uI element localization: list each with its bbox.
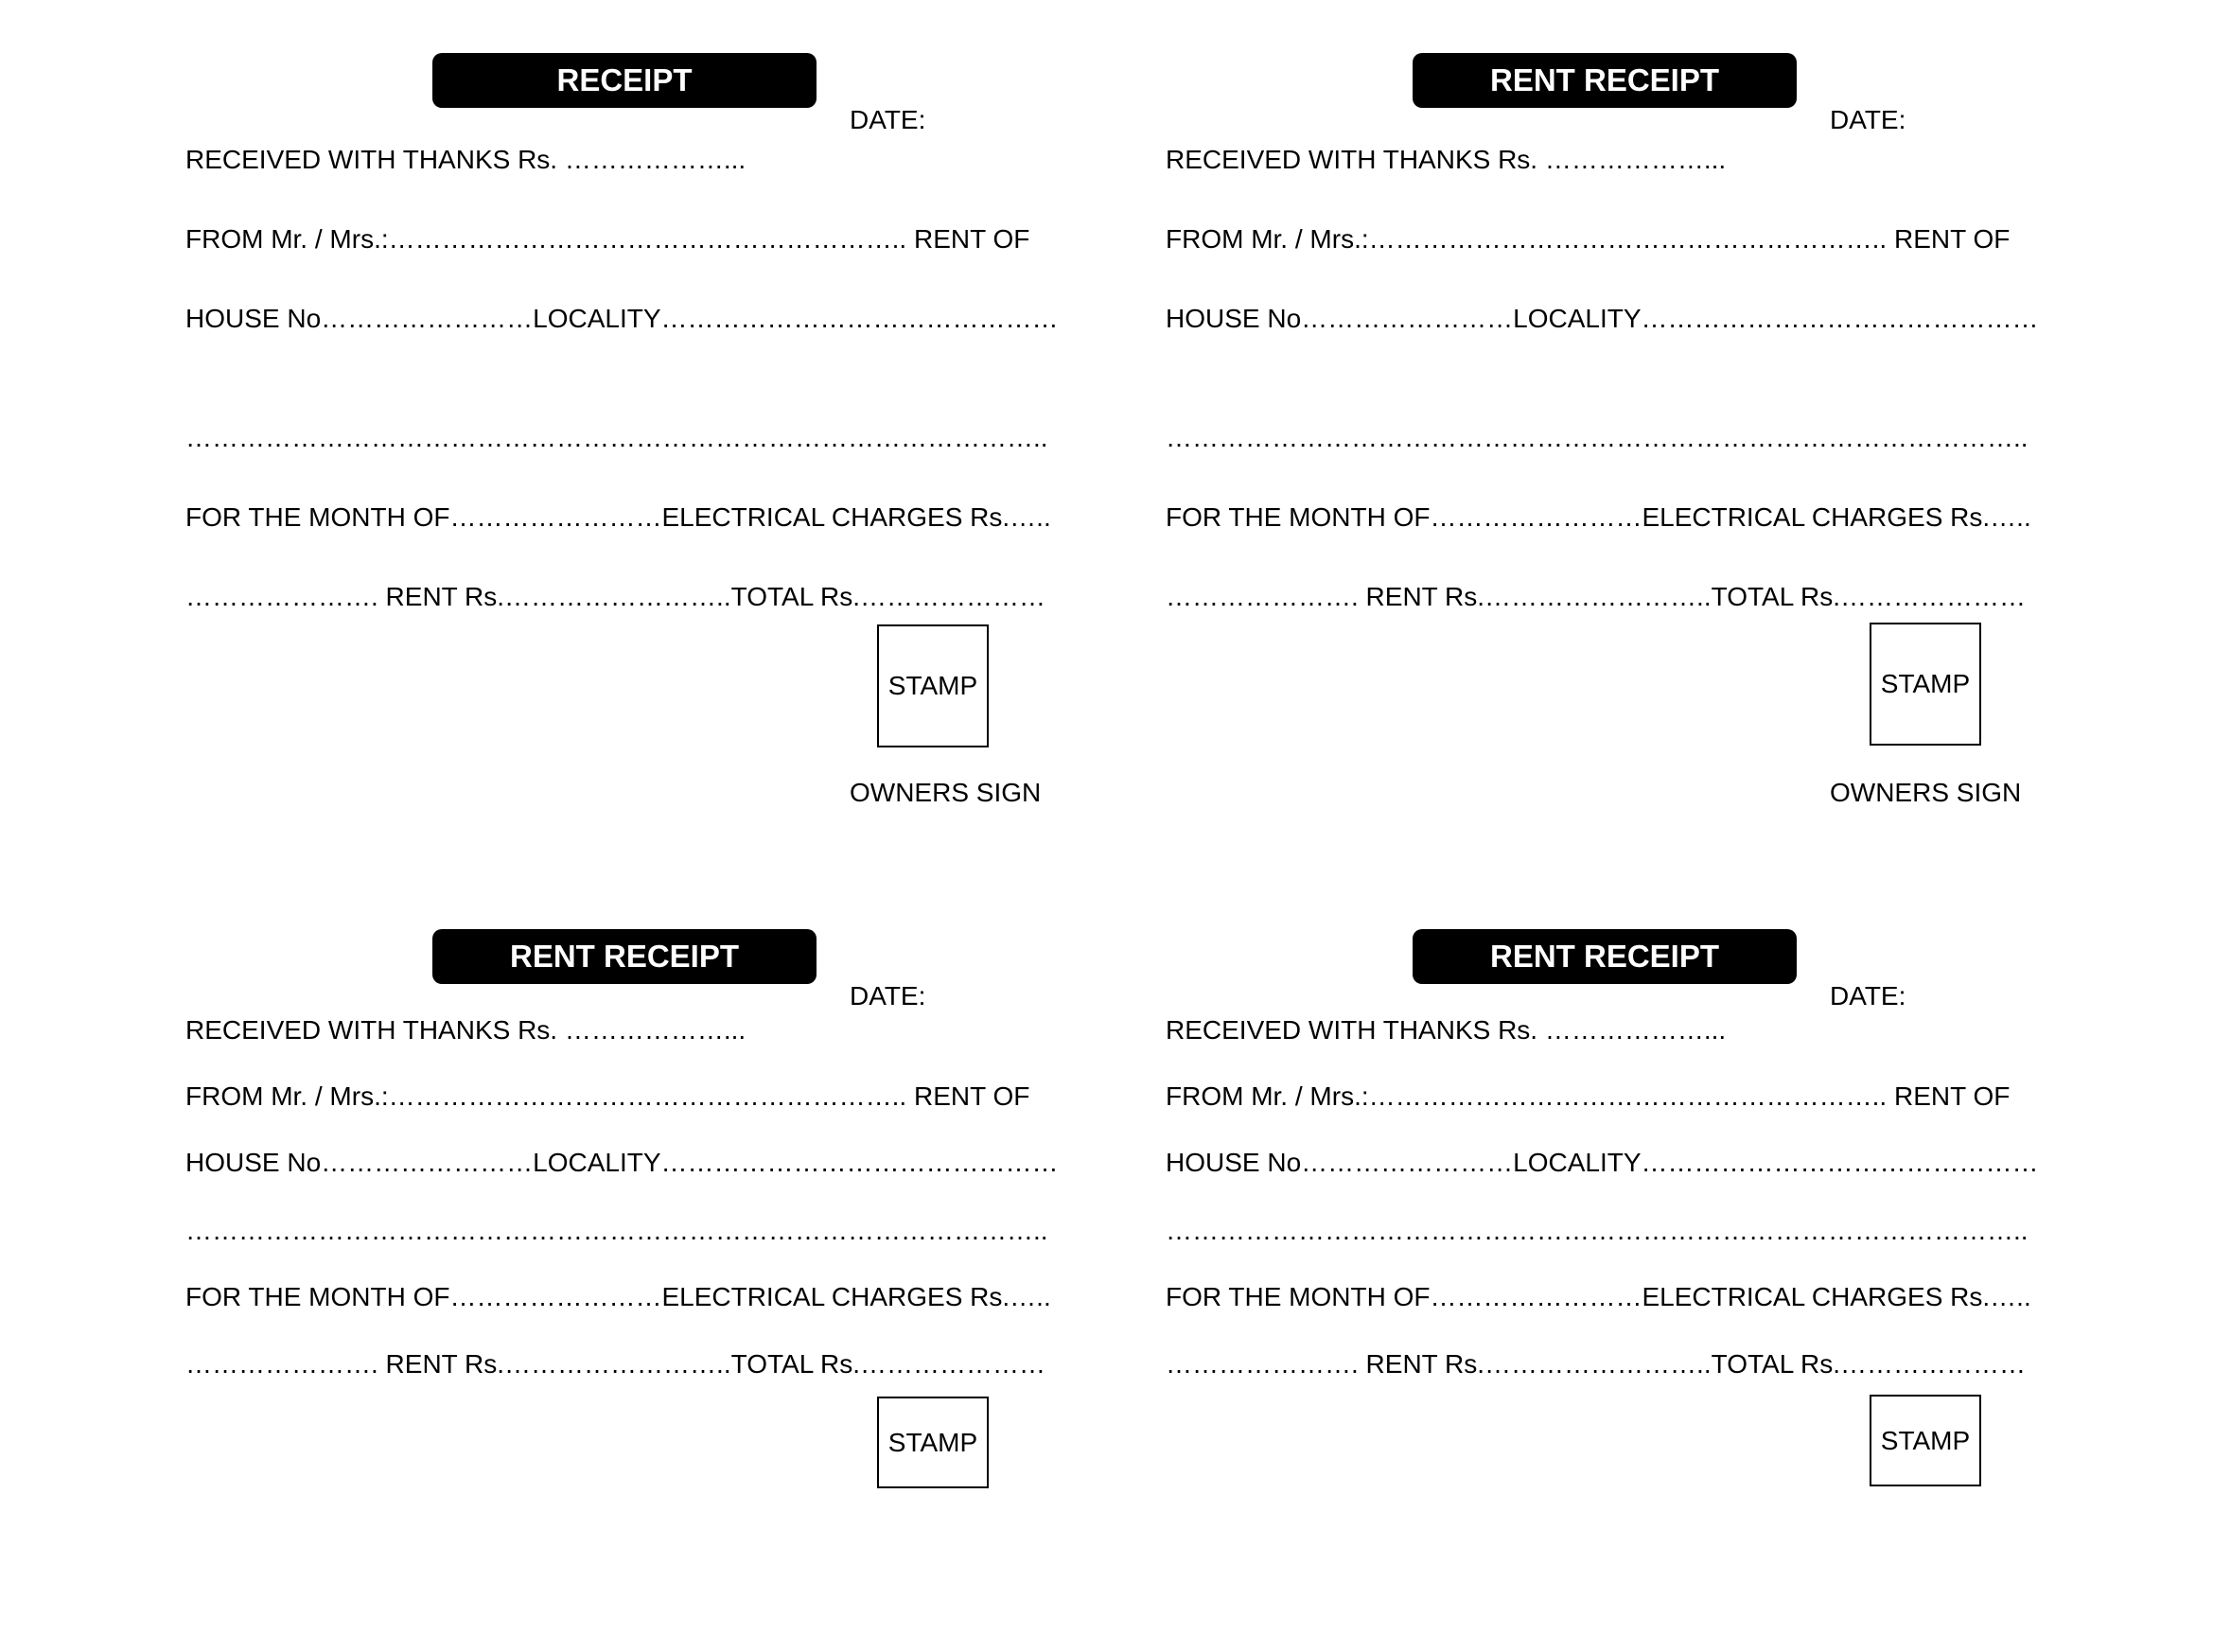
tenant-name-line: FROM Mr. / Mrs.:………………………………………………….. RENT OF: [185, 1081, 1030, 1111]
month-electrical-line: FOR THE MONTH OF……………………ELECTRICAL CHARGES Rs.…..: [1166, 502, 2031, 532]
rent-total-line: …………………. RENT Rs.……………………..TOTAL Rs.…………………: [185, 1349, 1046, 1379]
month-electrical-line: FOR THE MONTH OF……………………ELECTRICAL CHARGES Rs.…..: [185, 502, 1051, 532]
receipt-top-right: [1166, 0, 2112, 807]
address-continuation-line: ……………………………………………………………………………………..: [1166, 423, 2029, 452]
tenant-name-line: FROM Mr. / Mrs.:………………………………………………….. RENT OF: [1166, 1081, 2011, 1111]
receipt-title: RENT RECEIPT: [1413, 53, 1797, 108]
receipt-top-left: [185, 0, 1132, 807]
receipt-title: RECEIPT: [432, 53, 817, 108]
date-label: DATE:: [850, 981, 926, 1011]
house-locality-line: HOUSE No……………………LOCALITY………………………………………: [185, 1148, 1059, 1177]
date-label: DATE:: [850, 105, 926, 134]
rent-total-line: …………………. RENT Rs.……………………..TOTAL Rs.…………………: [1166, 582, 2027, 611]
stamp-box: STAMP: [1870, 1395, 1981, 1486]
tenant-name-line: FROM Mr. / Mrs.:………………………………………………….. RENT OF: [185, 224, 1030, 254]
month-electrical-line: FOR THE MONTH OF……………………ELECTRICAL CHARGES Rs.…..: [1166, 1282, 2031, 1311]
receipt-title: RENT RECEIPT: [432, 929, 817, 984]
house-locality-line: HOUSE No……………………LOCALITY………………………………………: [1166, 304, 2039, 333]
receipt-bottom-left: [185, 876, 1132, 1652]
rent-total-line: …………………. RENT Rs.……………………..TOTAL Rs.…………………: [1166, 1349, 2027, 1379]
received-amount-line: RECEIVED WITH THANKS Rs. ………………...: [185, 1015, 746, 1045]
receipt-bottom-right: [1166, 876, 2112, 1652]
stamp-box: STAMP: [877, 1397, 989, 1488]
received-amount-line: RECEIVED WITH THANKS Rs. ………………...: [1166, 145, 1727, 174]
owners-sign-label: OWNERS SIGN: [1830, 778, 2022, 807]
house-locality-line: HOUSE No……………………LOCALITY………………………………………: [1166, 1148, 2039, 1177]
received-amount-line: RECEIVED WITH THANKS Rs. ………………...: [185, 145, 746, 174]
owners-sign-label: OWNERS SIGN: [850, 778, 1042, 807]
address-continuation-line: ……………………………………………………………………………………..: [185, 1216, 1048, 1245]
date-label: DATE:: [1830, 981, 1906, 1011]
receipt-title: RENT RECEIPT: [1413, 929, 1797, 984]
date-label: DATE:: [1830, 105, 1906, 134]
month-electrical-line: FOR THE MONTH OF……………………ELECTRICAL CHARGES Rs.…..: [185, 1282, 1051, 1311]
tenant-name-line: FROM Mr. / Mrs.:………………………………………………….. RENT OF: [1166, 224, 2011, 254]
stamp-box: STAMP: [1870, 623, 1981, 746]
received-amount-line: RECEIVED WITH THANKS Rs. ………………...: [1166, 1015, 1727, 1045]
stamp-box: STAMP: [877, 624, 989, 747]
address-continuation-line: ……………………………………………………………………………………..: [185, 423, 1048, 452]
rent-total-line: …………………. RENT Rs.……………………..TOTAL Rs.…………………: [185, 582, 1046, 611]
house-locality-line: HOUSE No……………………LOCALITY………………………………………: [185, 304, 1059, 333]
address-continuation-line: ……………………………………………………………………………………..: [1166, 1216, 2029, 1245]
